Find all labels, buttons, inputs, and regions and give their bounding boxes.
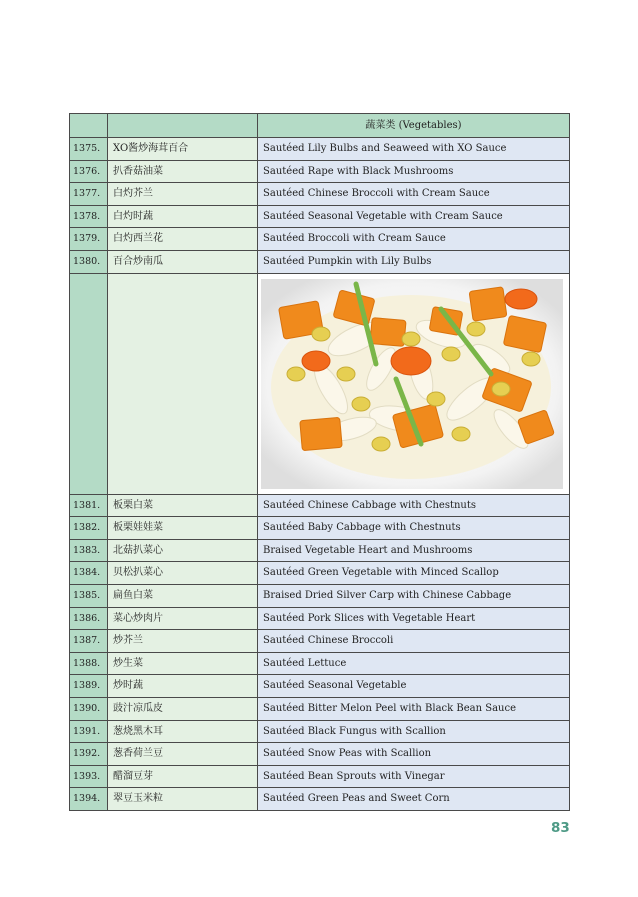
bean: [287, 367, 305, 381]
menu-item-row: [70, 517, 570, 540]
item-english-name: Sautéed Baby Cabbage with Chestnuts: [258, 517, 570, 540]
section-title: 蔬菜类 (Vegetables): [258, 114, 570, 138]
item-english-name: Sautéed Chinese Broccoli: [258, 630, 570, 653]
item-english-name: Sautéed Rape with Black Mushrooms: [258, 160, 570, 183]
menu-item-row: [70, 630, 570, 653]
bean: [312, 327, 330, 341]
header-cn-cell: [108, 114, 258, 138]
menu-item-row: [70, 562, 570, 585]
bean: [452, 427, 470, 441]
dish-photo-row: [70, 273, 570, 494]
menu-item-row: [70, 743, 570, 766]
item-number: 1386.: [70, 607, 108, 630]
item-english-name: Sautéed Chinese Cabbage with Chestnuts: [258, 494, 570, 517]
item-chinese-name: 板栗白菜: [108, 494, 258, 517]
item-chinese-name: 炒时蔬: [108, 675, 258, 698]
item-english-name: Sautéed Lettuce: [258, 652, 570, 675]
page-number: 83: [551, 820, 570, 836]
item-english-name: Sautéed Pork Slices with Vegetable Heart: [258, 607, 570, 630]
item-chinese-name: 葱烧黑木耳: [108, 720, 258, 743]
menu-item-row: [70, 607, 570, 630]
item-chinese-name: 菜心炒肉片: [108, 607, 258, 630]
item-number: 1392.: [70, 743, 108, 766]
bean: [442, 347, 460, 361]
item-chinese-name: 扁鱼白菜: [108, 584, 258, 607]
item-english-name: Sautéed Broccoli with Cream Sauce: [258, 228, 570, 251]
dish-photo: [261, 279, 563, 489]
item-number: 1375.: [70, 138, 108, 161]
header-num-cell: [70, 114, 108, 138]
item-english-name: Sautéed Green Vegetable with Minced Scallop: [258, 562, 570, 585]
item-chinese-name: XO酱炒海茸百合: [108, 138, 258, 161]
carrot-slice: [505, 289, 537, 309]
item-number: 1390.: [70, 697, 108, 720]
item-chinese-name: 豉汁凉瓜皮: [108, 697, 258, 720]
pumpkin-cube: [370, 317, 406, 346]
item-chinese-name: 白灼西兰花: [108, 228, 258, 251]
menu-item-row: [70, 205, 570, 228]
item-english-name: Sautéed Green Peas and Sweet Corn: [258, 788, 570, 811]
item-number: 1384.: [70, 562, 108, 585]
item-number: 1388.: [70, 652, 108, 675]
item-number: 1385.: [70, 584, 108, 607]
item-number: 1387.: [70, 630, 108, 653]
item-english-name: Sautéed Chinese Broccoli with Cream Sauce: [258, 183, 570, 206]
item-chinese-name: 板栗娃娃菜: [108, 517, 258, 540]
item-english-name: Sautéed Seasonal Vegetable with Cream Sauce: [258, 205, 570, 228]
menu-table-body: [70, 114, 570, 811]
menu-item-row: [70, 652, 570, 675]
bean: [337, 367, 355, 381]
item-english-name: Sautéed Bean Sprouts with Vinegar: [258, 765, 570, 788]
item-chinese-name: 白灼芥兰: [108, 183, 258, 206]
menu-item-row: [70, 675, 570, 698]
item-number: 1378.: [70, 205, 108, 228]
item-english-name: Sautéed Pumpkin with Lily Bulbs: [258, 250, 570, 273]
item-english-name: Sautéed Snow Peas with Scallion: [258, 743, 570, 766]
pumpkin-cube: [469, 286, 507, 320]
item-chinese-name: 葱香荷兰豆: [108, 743, 258, 766]
item-chinese-name: 炒生菜: [108, 652, 258, 675]
item-number: 1393.: [70, 765, 108, 788]
item-number: 1379.: [70, 228, 108, 251]
bean: [402, 332, 420, 346]
item-number: 1381.: [70, 494, 108, 517]
menu-item-row: [70, 720, 570, 743]
pumpkin-cube: [300, 417, 342, 450]
menu-item-row: [70, 250, 570, 273]
photo-cn-cell: [108, 273, 258, 494]
menu-item-row: [70, 788, 570, 811]
item-chinese-name: 醋溜豆芽: [108, 765, 258, 788]
item-chinese-name: 扒香菇油菜: [108, 160, 258, 183]
item-english-name: Sautéed Black Fungus with Scallion: [258, 720, 570, 743]
item-chinese-name: 百合炒南瓜: [108, 250, 258, 273]
carrot-slice: [302, 351, 330, 371]
menu-item-row: [70, 228, 570, 251]
item-number: 1377.: [70, 183, 108, 206]
menu-item-row: [70, 494, 570, 517]
menu-item-row: [70, 765, 570, 788]
item-number: 1383.: [70, 539, 108, 562]
dish-photo-cell: [258, 273, 570, 494]
item-chinese-name: 北菇扒菜心: [108, 539, 258, 562]
item-chinese-name: 贝松扒菜心: [108, 562, 258, 585]
menu-item-row: [70, 584, 570, 607]
item-number: 1389.: [70, 675, 108, 698]
item-number: 1394.: [70, 788, 108, 811]
item-english-name: Braised Vegetable Heart and Mushrooms: [258, 539, 570, 562]
item-number: 1380.: [70, 250, 108, 273]
item-english-name: Sautéed Lily Bulbs and Seaweed with XO Sauce: [258, 138, 570, 161]
bean: [492, 382, 510, 396]
bean: [372, 437, 390, 451]
item-chinese-name: 白灼时蔬: [108, 205, 258, 228]
menu-item-row: [70, 138, 570, 161]
bean: [352, 397, 370, 411]
carrot-slice: [391, 347, 431, 375]
photo-num-cell: [70, 273, 108, 494]
section-header-row: [70, 114, 570, 138]
menu-item-row: [70, 539, 570, 562]
bean: [467, 322, 485, 336]
item-english-name: Braised Dried Silver Carp with Chinese Cabbage: [258, 584, 570, 607]
bean: [427, 392, 445, 406]
item-chinese-name: 翠豆玉米粒: [108, 788, 258, 811]
menu-item-row: [70, 160, 570, 183]
item-number: 1391.: [70, 720, 108, 743]
item-english-name: Sautéed Seasonal Vegetable: [258, 675, 570, 698]
menu-item-row: [70, 697, 570, 720]
item-number: 1382.: [70, 517, 108, 540]
vegetable-menu-table: [69, 113, 570, 811]
item-english-name: Sautéed Bitter Melon Peel with Black Bean Sauce: [258, 697, 570, 720]
bean: [522, 352, 540, 366]
item-chinese-name: 炒芥兰: [108, 630, 258, 653]
menu-item-row: [70, 183, 570, 206]
item-number: 1376.: [70, 160, 108, 183]
